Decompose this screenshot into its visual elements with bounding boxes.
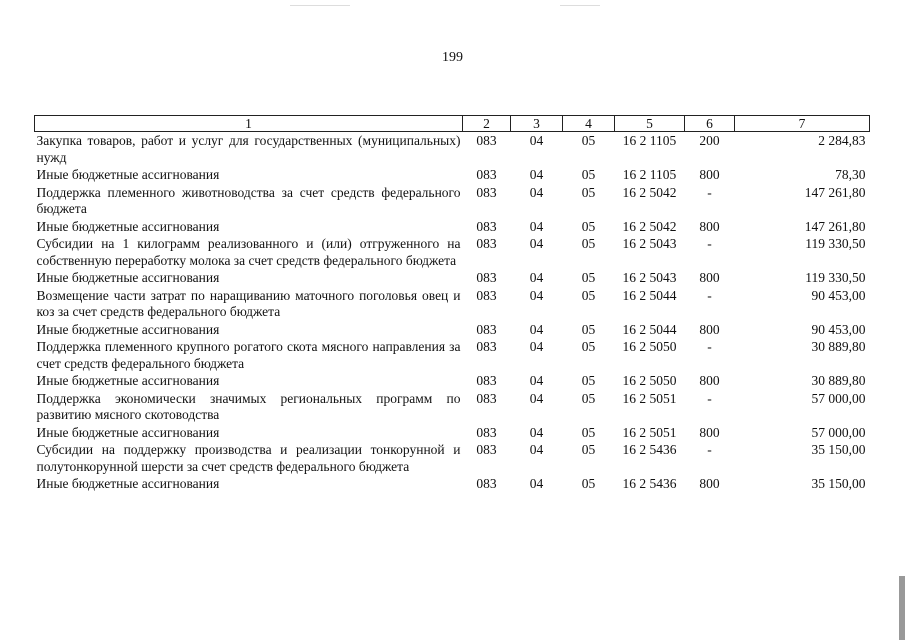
table-row [35, 235, 870, 269]
row-name: Поддержка экономически значимых региональных программ по развитию мясного скотоводства [36, 390, 461, 422]
row-subsection: 05 [581, 236, 596, 251]
row-name: Иные бюджетные ассигнования [36, 373, 220, 388]
row-section: 04 [529, 390, 544, 406]
row-amount: 2 284,83 [818, 133, 866, 148]
row-subsection: 05 [581, 373, 596, 388]
row-name: Субсидии на 1 килограмм реализованного и (или) отгруженного на собственную переработку молока за счет средств федерального бюджета [36, 236, 461, 268]
row-expense-type: - [707, 339, 712, 354]
row-name: Иные бюджетные ассигнования [36, 218, 220, 234]
row-expense-type: - [707, 442, 712, 457]
row-name: Иные бюджетные ассигнования [36, 270, 220, 285]
row-expense-type: 800 [699, 424, 720, 440]
row-subsection: 05 [581, 476, 596, 491]
row-target-article: 16 2 5050 [622, 373, 677, 388]
row-section: 04 [529, 321, 544, 337]
row-target-article: 16 2 5436 [622, 442, 677, 457]
row-amount: 119 330,50 [805, 236, 866, 251]
row-section: 04 [529, 167, 544, 182]
row-target-article: 16 2 5044 [622, 287, 677, 303]
table-row [35, 424, 870, 442]
row-name: Поддержка племенного крупного рогатого скота мясного направления за счет средств федерального бюджета [36, 339, 461, 371]
table-row [35, 287, 870, 321]
row-amount: 57 000,00 [811, 424, 866, 440]
row-section: 04 [529, 287, 544, 303]
row-gr-code: 083 [476, 321, 497, 337]
row-expense-type: 800 [699, 167, 720, 182]
row-section: 04 [529, 424, 544, 440]
row-amount: 147 261,80 [804, 184, 866, 200]
row-target-article: 16 2 5043 [622, 270, 677, 285]
table-header-row [35, 116, 870, 132]
row-gr-code: 083 [476, 373, 497, 388]
row-name: Иные бюджетные ассигнования [36, 476, 220, 491]
row-expense-type: - [707, 287, 712, 303]
row-section: 04 [529, 133, 544, 148]
row-target-article: 16 2 5042 [622, 184, 677, 200]
row-expense-type: - [707, 390, 712, 406]
row-target-article: 16 2 5051 [622, 390, 677, 406]
row-gr-code: 083 [476, 442, 497, 457]
scan-artifact-line [560, 5, 600, 6]
header-col-1: 1 [35, 116, 463, 132]
scan-edge-shadow [899, 576, 905, 640]
row-target-article: 16 2 5050 [622, 339, 677, 354]
table-row [35, 390, 870, 424]
row-name: Закупка товаров, работ и услуг для государственных (муниципальных) нужд [36, 133, 461, 165]
row-section: 04 [529, 476, 544, 491]
header-col-3: 3 [511, 116, 563, 132]
row-subsection: 05 [581, 133, 596, 148]
table-row [35, 475, 870, 493]
row-gr-code: 083 [476, 339, 497, 354]
row-expense-type: 800 [699, 321, 720, 337]
row-gr-code: 083 [476, 287, 497, 303]
row-gr-code: 083 [476, 133, 497, 148]
row-amount: 78,30 [835, 167, 866, 182]
row-name: Возмещение части затрат по наращиванию маточного поголовья овец и коз за счет средств федерального бюджета [36, 287, 461, 319]
row-name: Иные бюджетные ассигнования [36, 424, 220, 440]
row-expense-type: 800 [699, 373, 720, 388]
row-amount: 57 000,00 [811, 390, 866, 406]
row-target-article: 16 2 5043 [622, 236, 677, 251]
row-amount: 90 453,00 [811, 287, 866, 303]
table-row [35, 269, 870, 287]
row-gr-code: 083 [476, 218, 497, 234]
row-target-article: 16 2 1105 [622, 167, 677, 182]
row-expense-type: 200 [699, 133, 720, 148]
table-row [35, 338, 870, 372]
row-subsection: 05 [581, 321, 596, 337]
header-col-5: 5 [615, 116, 685, 132]
header-col-2: 2 [463, 116, 511, 132]
row-name: Иные бюджетные ассигнования [36, 321, 220, 337]
row-target-article: 16 2 5436 [622, 476, 677, 491]
header-col-6: 6 [685, 116, 735, 132]
row-target-article: 16 2 5051 [622, 424, 677, 440]
row-section: 04 [529, 184, 544, 200]
row-amount: 119 330,50 [805, 270, 866, 285]
header-col-7: 7 [735, 116, 870, 132]
row-gr-code: 083 [476, 167, 497, 182]
row-gr-code: 083 [476, 476, 497, 491]
row-subsection: 05 [581, 270, 596, 285]
row-target-article: 16 2 1105 [622, 133, 677, 148]
row-section: 04 [529, 218, 544, 234]
row-subsection: 05 [581, 218, 596, 234]
row-amount: 35 150,00 [811, 476, 866, 491]
table-row [35, 441, 870, 475]
row-expense-type: 800 [699, 270, 720, 285]
row-target-article: 16 2 5044 [622, 321, 677, 337]
row-target-article: 16 2 5042 [622, 218, 677, 234]
row-gr-code: 083 [476, 184, 497, 200]
scan-artifact-line [290, 5, 350, 6]
table-row [35, 372, 870, 390]
table-row [35, 184, 870, 218]
row-expense-type: - [707, 236, 712, 251]
row-section: 04 [529, 270, 544, 285]
row-subsection: 05 [581, 442, 596, 457]
row-amount: 147 261,80 [804, 218, 866, 234]
row-subsection: 05 [581, 184, 596, 200]
row-gr-code: 083 [476, 270, 497, 285]
table-row [35, 166, 870, 184]
row-gr-code: 083 [476, 424, 497, 440]
row-section: 04 [529, 236, 544, 251]
row-subsection: 05 [581, 390, 596, 406]
table-body [35, 132, 870, 493]
header-col-4: 4 [563, 116, 615, 132]
row-name: Поддержка племенного животноводства за счет средств федерального бюджета [36, 184, 461, 216]
row-section: 04 [529, 373, 544, 388]
row-amount: 30 889,80 [811, 373, 866, 388]
row-subsection: 05 [581, 287, 596, 303]
page-number: 199 [442, 50, 463, 65]
row-amount: 35 150,00 [811, 442, 866, 457]
row-amount: 30 889,80 [811, 339, 866, 354]
row-name: Субсидии на поддержку производства и реализации тонкорунной и полутонкорунной шерсти за счет средств федерального бюджета [36, 442, 461, 474]
row-gr-code: 083 [476, 390, 497, 406]
row-expense-type: 800 [699, 476, 720, 491]
row-subsection: 05 [581, 167, 596, 182]
row-amount: 90 453,00 [811, 321, 866, 337]
budget-table [34, 115, 870, 493]
table-row [35, 321, 870, 339]
row-expense-type: 800 [699, 218, 720, 234]
row-name: Иные бюджетные ассигнования [36, 167, 220, 182]
row-expense-type: - [707, 184, 712, 200]
row-subsection: 05 [581, 424, 596, 440]
row-section: 04 [529, 442, 544, 457]
table-row [35, 218, 870, 236]
row-subsection: 05 [581, 339, 596, 354]
table-row [35, 132, 870, 167]
row-section: 04 [529, 339, 544, 354]
row-gr-code: 083 [476, 236, 497, 251]
